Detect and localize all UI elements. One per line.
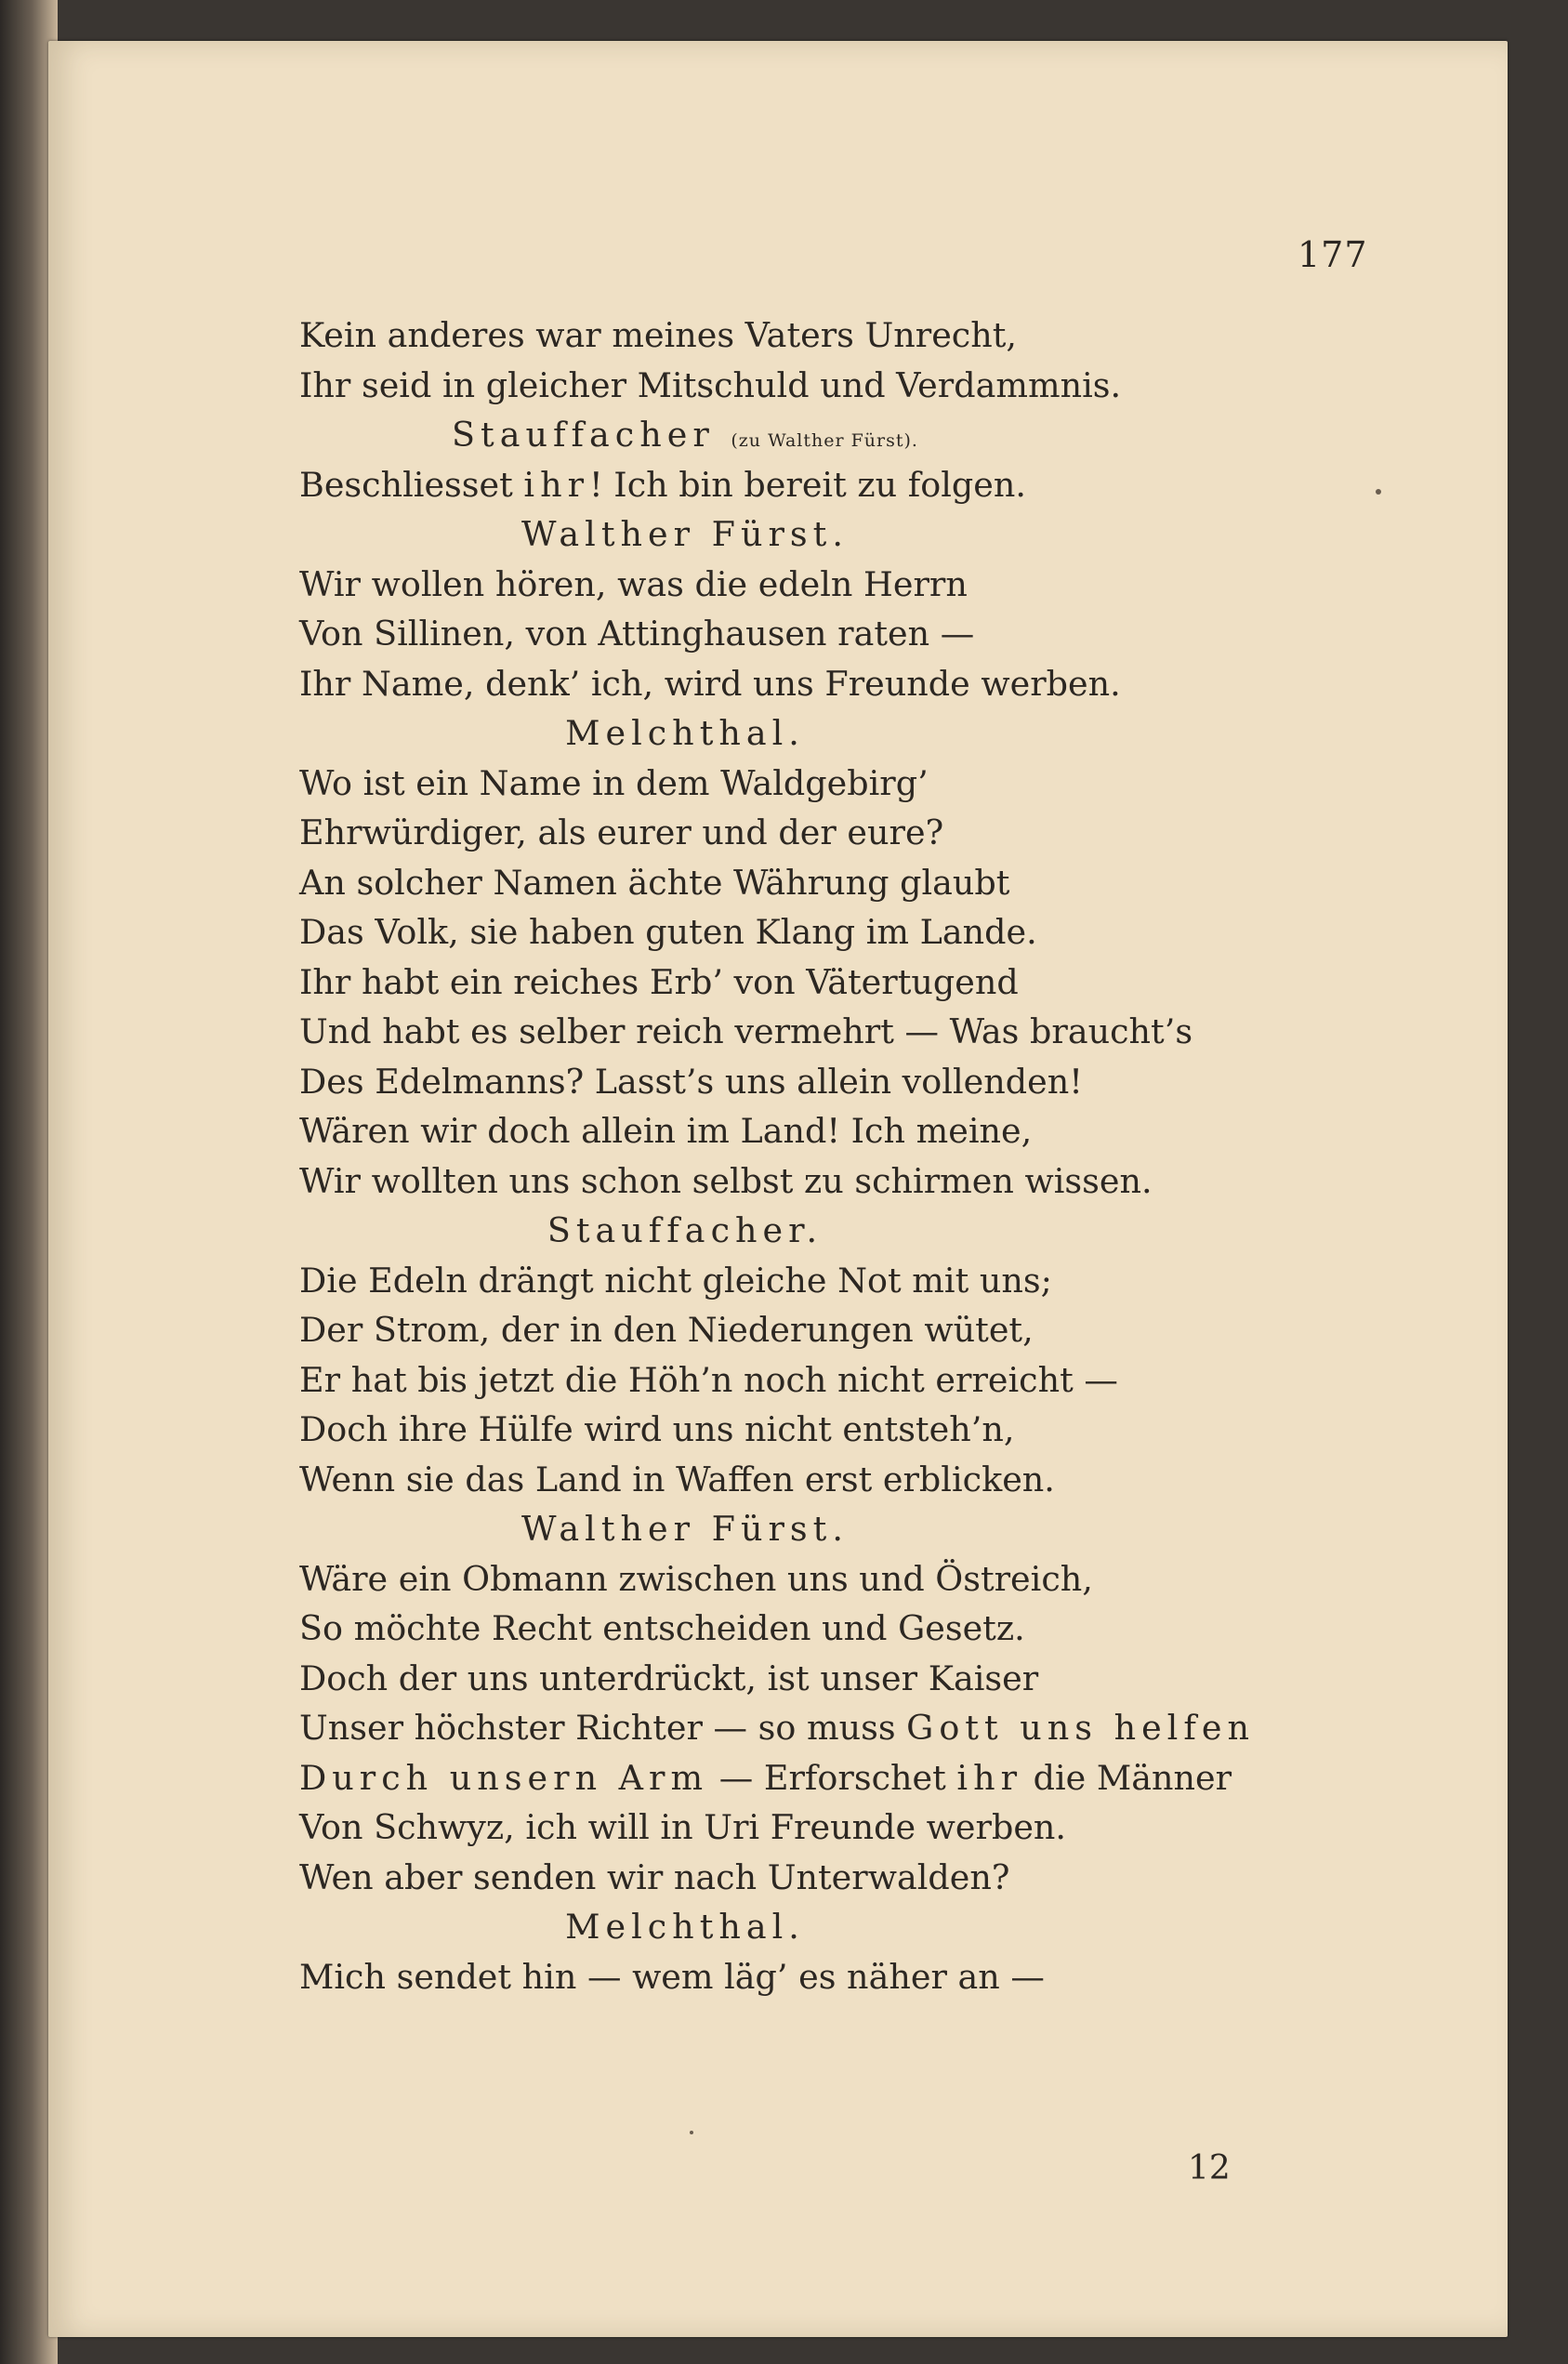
speaker-heading: Walther Fürst. [521,514,849,554]
verse-line: Wo ist ein Name in dem Waldgebirg’ [299,762,929,803]
verse-line [299,1703,1322,1753]
verse-line: Von Schwyz, ich will in Uri Freunde werben. [299,1807,1067,1847]
verse-line: Kein anderes war meines Vaters Unrecht, [299,315,1018,355]
verse-line: Die Edeln drängt nicht gleiche Not mit uns; [299,1260,1052,1301]
verse-line: Und habt es selber reich vermehrt — Was braucht’s [299,1011,1193,1051]
verse-line: So möchte Recht entscheiden und Gesetz. [299,1608,1025,1648]
paper-speck [690,2131,693,2134]
speaker-heading: Stauffacher. [547,1210,824,1250]
verse-line: Ehrwürdiger, als eurer und der eure? [299,812,944,852]
verse-text: die Männer [1022,1757,1232,1798]
emphasized-text: Durch unsern Arm [299,1757,709,1798]
verse-text: — Erforschet [708,1757,957,1798]
speaker-heading: Melchthal. [565,713,805,753]
verse-text: ! Ich bin bereit zu folgen. [589,464,1026,505]
emphasized-text: Gott uns helfen [906,1708,1255,1748]
speaker-heading: Melchthal. [565,1907,805,1947]
verse-line: Wir wollen hören, was die edeln Herrn [299,563,968,604]
verse-line: Doch ihre Hülfe wird uns nicht entsteh’n, [299,1409,1015,1449]
verse-line: Wen aber senden wir nach Unterwalden? [299,1856,1010,1897]
speaker-heading: Walther Fürst. [521,1509,849,1549]
verse-line: Des Edelmanns? Lasst’s uns allein vollenden! [299,1061,1083,1102]
verse-line [299,460,1322,510]
verse-line: Wir wollten uns schon selbst zu schirmen wissen. [299,1160,1153,1201]
verse-line: Ihr habt ein reiches Erb’ von Vätertugend [299,961,1019,1002]
page-number: 177 [1298,234,1368,275]
drama-text [299,310,1322,2001]
signature-mark: 12 [1188,2149,1231,2187]
speaker-name: Stauffacher [452,415,715,455]
book-page [48,41,1508,2337]
verse-line: Von Sillinen, von Attinghausen raten — [299,614,975,654]
emphasized-text: ihr [523,464,590,505]
verse-line: Doch der uns unterdrückt, ist unser Kaiser [299,1657,1039,1698]
emphasized-text: ihr [956,1757,1023,1798]
verse-line: Wären wir doch allein im Land! Ich meine, [299,1111,1033,1151]
verse-text: Unser höchster Richter — so muss [299,1708,907,1748]
verse-line: Das Volk, sie haben guten Klang im Lande. [299,912,1037,952]
verse-line: Er hat bis jetzt die Höh’n noch nicht erreicht — [299,1359,1118,1400]
speaker-heading [299,410,1071,460]
verse-line: Wenn sie das Land in Waffen erst erblicken. [299,1459,1055,1499]
verse-line [299,1753,1322,1803]
paper-speck [1376,489,1381,495]
verse-line: An solcher Namen ächte Währung glaubt [299,862,1010,903]
verse-line: Ihr Name, denk’ ich, wird uns Freunde werben. [299,663,1121,704]
stage-direction: (zu Walther Fürst). [731,430,918,451]
verse-line: Ihr seid in gleicher Mitschuld und Verdammnis. [299,364,1122,405]
verse-line: Der Strom, der in den Niederungen wütet, [299,1310,1034,1350]
verse-line: Mich sendet hin — wem läg’ es näher an — [299,1956,1045,1997]
verse-text: Beschliesset [299,464,524,505]
verse-line: Wäre ein Obmann zwischen uns und Östreich, [299,1558,1093,1599]
